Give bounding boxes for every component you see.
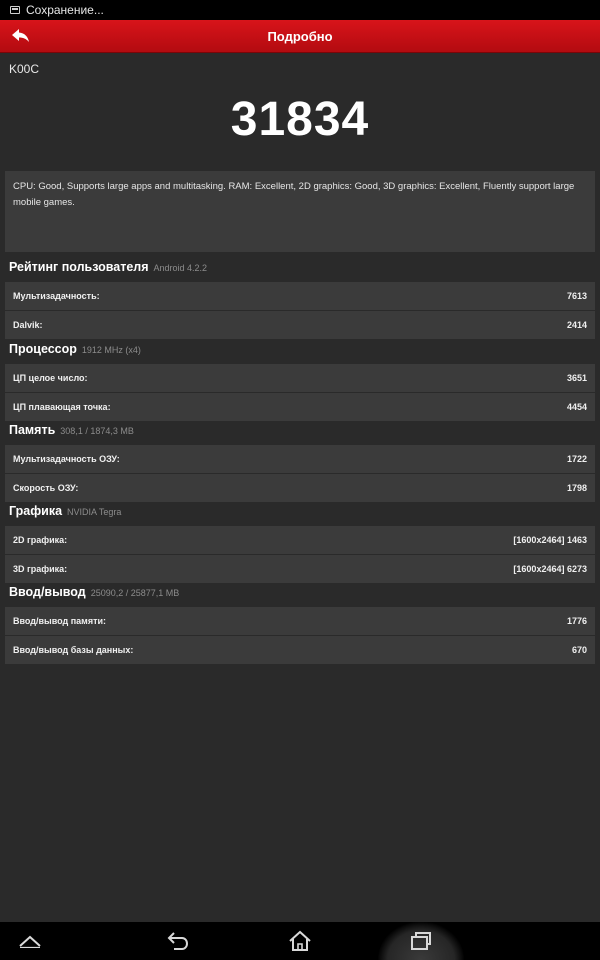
hide-nav-button[interactable]: [0, 922, 60, 960]
section-title: Рейтинг пользователя: [9, 260, 149, 274]
status-bar: [0, 0, 600, 20]
nav-home-button[interactable]: [270, 922, 330, 960]
table-row: [5, 311, 595, 339]
section-subtitle: 1912 MHz (x4): [81, 345, 141, 355]
summary-panel: CPU: Good, Supports large apps and multitasking. RAM: Excellent, 2D graphics: Good, 3D graphics: Excellent, Fluently support large mobile games.: [5, 171, 595, 252]
row-value: 3651: [566, 373, 587, 383]
section-title: Графика: [9, 504, 63, 518]
nav-back-button[interactable]: [148, 922, 208, 960]
row-label: Dalvik:: [13, 320, 43, 330]
row-value: 1798: [566, 483, 587, 493]
row-label: Ввод/вывод базы данных:: [13, 645, 134, 655]
row-value: [1600x2464] 1463: [513, 535, 587, 545]
table-row: [5, 555, 595, 583]
page-title: Подробно: [267, 28, 333, 44]
table-row: [5, 474, 595, 502]
table-row: [5, 393, 595, 421]
row-label: Мультизадачность:: [13, 291, 100, 301]
section-header-graphics: [9, 504, 121, 524]
table-row: [5, 364, 595, 392]
section-header-cpu: [9, 342, 141, 362]
nav-recent-apps-button[interactable]: [391, 922, 451, 960]
section-subtitle: 308,1 / 1874,3 MB: [60, 426, 134, 436]
row-value: 1722: [566, 454, 587, 464]
recent-apps-icon: [409, 931, 433, 951]
table-row: [5, 526, 595, 554]
section-subtitle: 25090,2 / 25877,1 MB: [90, 588, 180, 598]
section-title: Память: [9, 423, 56, 437]
table-row: [5, 607, 595, 635]
table-row: [5, 282, 595, 310]
section-header-io: [9, 585, 179, 605]
row-value: [1600x2464] 6273: [513, 564, 587, 574]
table-row: [5, 636, 595, 664]
row-value: 1776: [566, 616, 587, 626]
row-value: 670: [571, 645, 587, 655]
section-subtitle: Android 4.2.2: [153, 263, 208, 273]
total-score: 31834: [230, 93, 370, 146]
section-header-memory: [9, 423, 134, 443]
device-name: K00C: [9, 62, 40, 76]
section-title: Ввод/вывод: [9, 585, 86, 599]
section-header-user-rating: [9, 260, 207, 280]
save-notification-icon: [10, 6, 20, 14]
status-text: Сохранение...: [26, 3, 104, 17]
section-subtitle: NVIDIA Tegra: [67, 507, 122, 517]
row-label: 2D графика:: [13, 535, 68, 545]
chevron-up-icon: [18, 934, 42, 948]
app-bar: [0, 20, 600, 53]
row-value: 2414: [566, 320, 587, 330]
back-button[interactable]: [6, 22, 36, 50]
row-label: ЦП целое число:: [13, 373, 88, 383]
row-label: Ввод/вывод памяти:: [13, 616, 107, 626]
row-label: Скорость ОЗУ:: [13, 483, 79, 493]
row-label: ЦП плавающая точка:: [13, 402, 111, 412]
row-value: 4454: [566, 402, 587, 412]
back-arrow-icon: [11, 28, 31, 44]
row-label: Мультизадачность ОЗУ:: [13, 454, 120, 464]
section-title: Процессор: [9, 342, 77, 356]
row-label: 3D графика:: [13, 564, 68, 574]
home-icon: [288, 930, 312, 952]
row-value: 7613: [566, 291, 587, 301]
table-row: [5, 445, 595, 473]
back-icon: [166, 931, 190, 951]
